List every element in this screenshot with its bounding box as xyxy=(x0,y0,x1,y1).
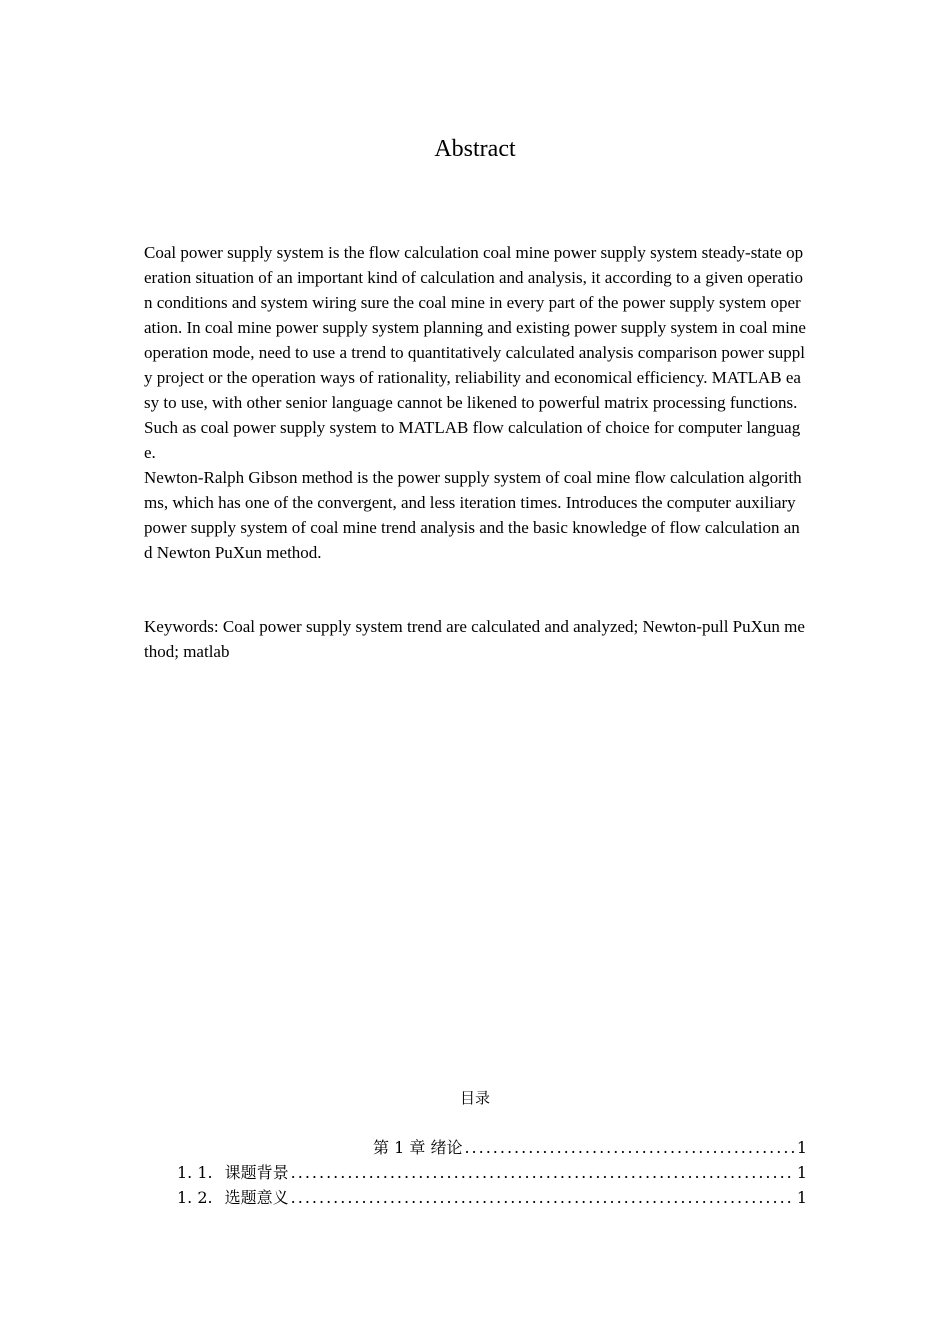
page-title: Abstract xyxy=(434,136,516,162)
toc-entry-page: 1 xyxy=(796,1163,807,1182)
toc-entry-label: 课题背景 xyxy=(224,1163,289,1182)
toc-entry-label: 选题意义 xyxy=(224,1188,289,1207)
toc-entry-label: 第 1 章 绪论 xyxy=(373,1138,463,1157)
toc-entry-number: 1. 1. xyxy=(177,1163,213,1182)
abstract-paragraph: Coal power supply system is the flow calculation coal mine power supply system steady-state operation situation of an important kind of calculation and analysis, it according to a given operation conditions and system wiring sure the coal mine in every part of the power supply system operation. In coal mine power supply system planning and existing power supply system in coal mine operation mode, need to use a trend to quantitatively calculated analysis comparison power supply project or the operation ways of rationality, reliability and economical efficiency. MATLAB easy to use, with other senior language cannot be likened to powerful matrix processing functions. Such as coal power supply system to MATLAB flow calculation of choice for computer language. xyxy=(144,243,806,462)
toc-title: 目录 xyxy=(459,1089,490,1107)
toc-entry-1-1[interactable] xyxy=(177,1161,807,1185)
toc-dot-leader xyxy=(291,1186,795,1210)
toc-entry-chapter-1[interactable] xyxy=(373,1136,807,1160)
abstract-body xyxy=(144,240,806,565)
abstract-paragraph: Newton-Ralph Gibson method is the power supply system of coal mine flow calculation algorithms, which has one of the convergent, and less iteration times. Introduces the computer auxiliary power supply system of coal mine trend analysis and the basic knowledge of flow calculation and Newton PuXun method. xyxy=(144,468,802,562)
toc-entry-page: 1 xyxy=(796,1188,807,1207)
keywords-line: Keywords: Coal power supply system trend are calculated and analyzed; Newton-pull PuXun method; matlab xyxy=(144,617,805,661)
toc-dot-leader xyxy=(291,1161,795,1185)
toc-entry-page: 1 xyxy=(796,1138,807,1157)
toc-entry-number: 1. 2. xyxy=(177,1188,213,1207)
toc-entry-1-2[interactable] xyxy=(177,1186,807,1210)
toc-dot-leader xyxy=(464,1136,794,1160)
